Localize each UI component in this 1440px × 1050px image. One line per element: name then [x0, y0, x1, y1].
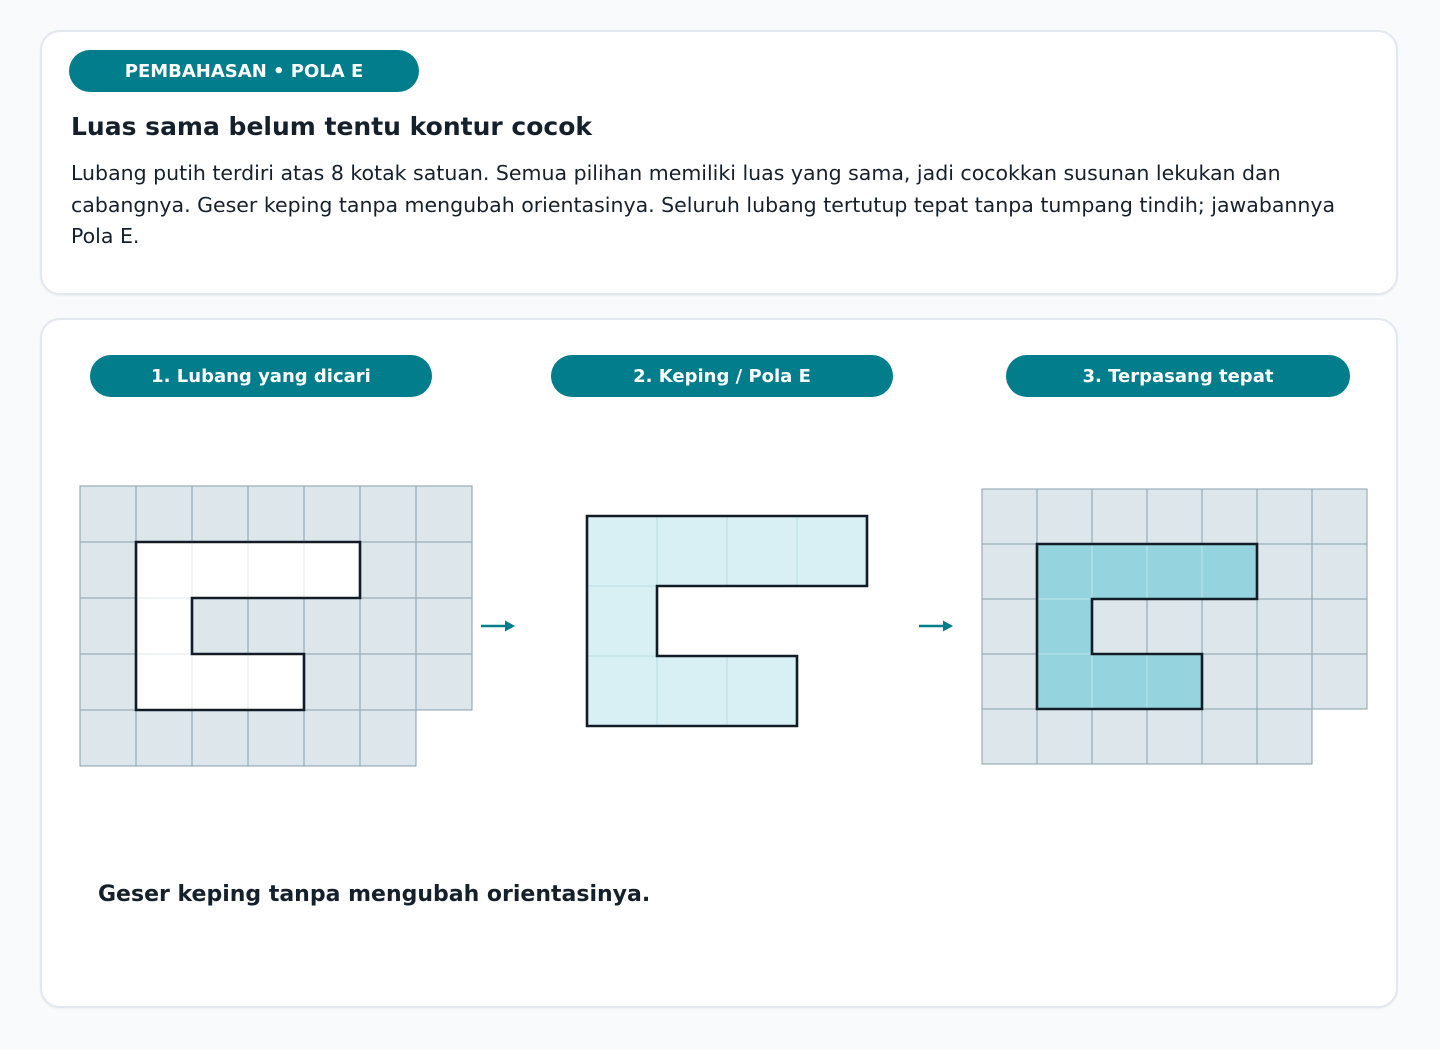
board-cell — [360, 542, 416, 598]
board-cell — [304, 598, 360, 654]
board-cell — [1202, 489, 1257, 544]
piece-cell — [587, 656, 657, 726]
fitted-cell — [1092, 654, 1147, 709]
board-cell — [1312, 654, 1367, 709]
solution-badge: PEMBAHASAN • POLA E — [69, 50, 419, 92]
board-cell — [1037, 709, 1092, 764]
board-cell — [192, 486, 248, 542]
piece-cell — [727, 656, 797, 726]
step-2-label: 2. Keping / Pola E — [551, 355, 893, 397]
explanation-text: Lubang putih terdiri atas 8 kotak satuan. Semua pilihan memiliki luas yang sama, jadi cocokkan susunan lekukan dan cabangnya. Geser keping tanpa mengubah orientasinya. Seluruh lubang tertutup tepat tanpa tumpang tindih; jawabannya Pola E. — [71, 161, 1336, 248]
board-cell — [304, 486, 360, 542]
piece-cell — [587, 586, 657, 656]
board-cell — [1092, 599, 1147, 654]
hole-cell — [248, 542, 304, 598]
board-cell — [1257, 489, 1312, 544]
piece-cell — [797, 516, 867, 586]
board-cell — [1202, 654, 1257, 709]
hole-cell — [192, 654, 248, 710]
board-cell — [1092, 709, 1147, 764]
board-cell — [360, 710, 416, 766]
fitted-cell — [1037, 599, 1092, 654]
board-cell — [248, 598, 304, 654]
board-cell — [80, 598, 136, 654]
board-cell — [192, 710, 248, 766]
board-cell — [360, 598, 416, 654]
hole-cell — [136, 654, 192, 710]
hole-cell — [248, 654, 304, 710]
board-cell — [1037, 489, 1092, 544]
board-cell — [1202, 709, 1257, 764]
piece-cell — [657, 656, 727, 726]
board-cell — [1257, 599, 1312, 654]
fitted-cell — [1202, 544, 1257, 599]
board-cell — [80, 654, 136, 710]
piece-cell — [727, 516, 797, 586]
fitted-cell — [1147, 654, 1202, 709]
board-cell — [1147, 599, 1202, 654]
board-cell — [1147, 489, 1202, 544]
piece-pattern-e — [587, 516, 867, 726]
board-cell — [982, 544, 1037, 599]
board-cell — [248, 486, 304, 542]
board-cell — [136, 710, 192, 766]
fitted-cell — [1147, 544, 1202, 599]
board-cell — [982, 599, 1037, 654]
arrow-right-icon — [481, 621, 515, 632]
explanation-card — [40, 30, 1398, 295]
board-cell — [1257, 654, 1312, 709]
board-cell — [982, 654, 1037, 709]
hole-board — [80, 486, 472, 766]
board-cell — [416, 654, 472, 710]
hole-cell — [192, 542, 248, 598]
board-cell — [416, 542, 472, 598]
arrow-right-icon — [919, 621, 953, 632]
board-cell — [304, 710, 360, 766]
board-cell — [80, 710, 136, 766]
board-cell — [248, 710, 304, 766]
board-cell — [80, 486, 136, 542]
board-cell — [80, 542, 136, 598]
board-cell — [136, 486, 192, 542]
diagram-card — [40, 318, 1398, 1008]
fitted-cell — [1037, 544, 1092, 599]
fitted-cell — [1037, 654, 1092, 709]
hole-cell — [304, 542, 360, 598]
board-cell — [304, 654, 360, 710]
board-cell — [416, 486, 472, 542]
board-cell — [982, 489, 1037, 544]
hole-cell — [136, 542, 192, 598]
board-cell — [1147, 709, 1202, 764]
board-cell — [360, 654, 416, 710]
board-cell — [1202, 599, 1257, 654]
board-cell — [192, 598, 248, 654]
piece-cell — [657, 516, 727, 586]
board-cell — [1092, 489, 1147, 544]
fitted-board — [982, 489, 1367, 764]
board-cell — [1312, 489, 1367, 544]
step-1-label: 1. Lubang yang dicari — [90, 355, 432, 397]
board-cell — [1257, 544, 1312, 599]
instruction-note: Geser keping tanpa mengubah orientasinya. — [98, 882, 651, 907]
step-3-label: 3. Terpasang tepat — [1006, 355, 1350, 397]
board-cell — [1312, 599, 1367, 654]
board-cell — [360, 486, 416, 542]
fitted-cell — [1092, 544, 1147, 599]
board-cell — [1312, 544, 1367, 599]
puzzle-diagram — [42, 320, 1396, 920]
explanation-title: Luas sama belum tentu kontur cocok — [71, 112, 593, 141]
piece-cell — [587, 516, 657, 586]
board-cell — [416, 598, 472, 654]
board-cell — [1257, 709, 1312, 764]
hole-cell — [136, 598, 192, 654]
board-cell — [982, 709, 1037, 764]
